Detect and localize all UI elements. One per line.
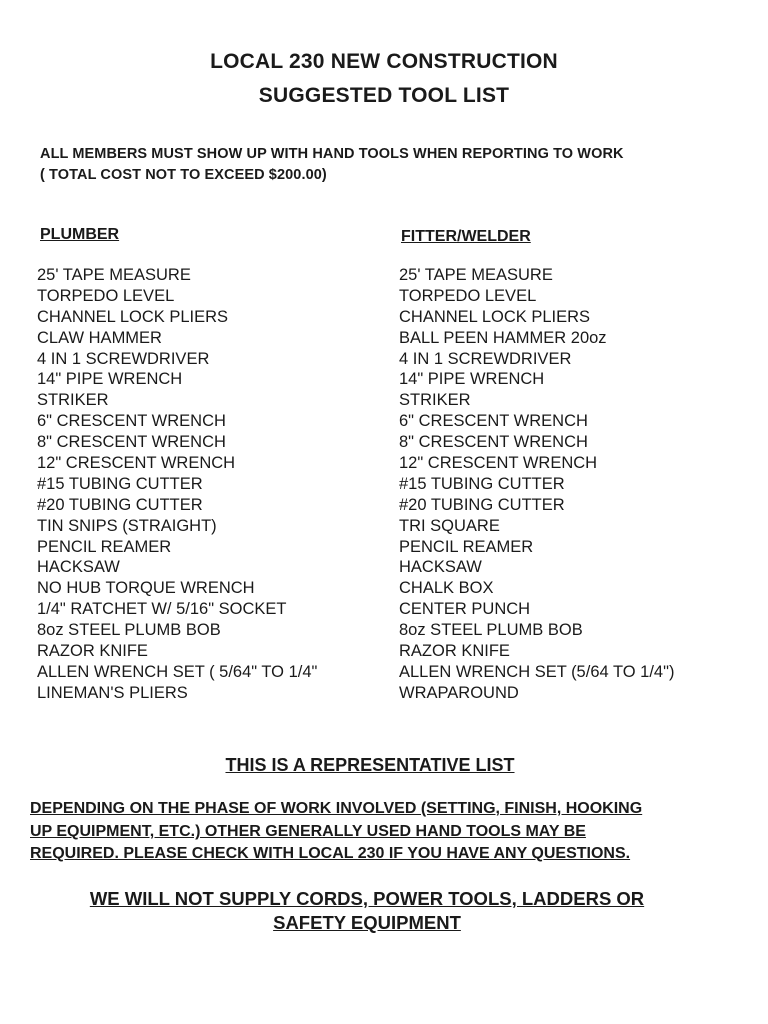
tool-list-item: PENCIL REAMER (37, 537, 172, 556)
tool-list-item: CENTER PUNCH (399, 600, 531, 619)
tool-list-item: #15 TUBING CUTTER (37, 474, 203, 493)
tool-list-item: 4 IN 1 SCREWDRIVER (399, 349, 572, 368)
tool-list-item: ALLEN WRENCH SET (5/64 TO 1/4") (399, 662, 675, 681)
page-title-line2: SUGGESTED TOOL LIST (258, 84, 510, 107)
notice-line1: ALL MEMBERS MUST SHOW UP WITH HAND TOOLS WHEN REPORTING TO WORK (40, 146, 624, 162)
tool-list-item: 8" CRESCENT WRENCH (399, 433, 588, 452)
tool-list-item: TORPEDO LEVEL (399, 286, 537, 305)
tool-list-item: WRAPAROUND (399, 683, 519, 702)
tool-list-item: 12" CRESCENT WRENCH (399, 454, 598, 473)
tool-list-item: 25' TAPE MEASURE (399, 266, 553, 284)
no-supply-line2: SAFETY EQUIPMENT (273, 912, 461, 933)
no-supply-line1: WE WILL NOT SUPPLY CORDS, POWER TOOLS, LADDERS OR (89, 888, 645, 909)
tool-list-item: CHANNEL LOCK PLIERS (399, 307, 591, 326)
phase-note-line1: DEPENDING ON THE PHASE OF WORK INVOLVED (SETTING, FINISH, HOOKING (30, 800, 643, 817)
tool-list-item: RAZOR KNIFE (399, 642, 510, 661)
tool-list-item: TORPEDO LEVEL (37, 286, 175, 305)
tool-list-item: #15 TUBING CUTTER (399, 474, 565, 493)
tool-list-item: CLAW HAMMER (37, 328, 162, 347)
tool-list-item: CHANNEL LOCK PLIERS (37, 307, 229, 326)
phase-note-line3: REQUIRED. PLEASE CHECK WITH LOCAL 230 IF YOU HAVE ANY QUESTIONS. (30, 845, 631, 862)
tool-list-item: #20 TUBING CUTTER (37, 495, 203, 514)
tool-list-item: 12" CRESCENT WRENCH (37, 454, 236, 473)
tool-list-item: 8oz STEEL PLUMB BOB (37, 621, 221, 640)
tool-list-item: TRI SQUARE (399, 516, 500, 535)
tool-list-item: STRIKER (37, 391, 109, 410)
fitter-welder-tool-list (399, 265, 674, 704)
tool-list-item: 25' TAPE MEASURE (37, 266, 191, 284)
tool-list-item: RAZOR KNIFE (37, 642, 148, 661)
tool-list-item: PENCIL REAMER (399, 537, 534, 556)
tool-list-item: 6" CRESCENT WRENCH (37, 412, 226, 431)
tool-list-item: 14" PIPE WRENCH (399, 370, 545, 389)
fitter-welder-heading: FITTER/WELDER (401, 228, 531, 245)
plumber-heading: PLUMBER (40, 226, 120, 243)
tool-list-item: TIN SNIPS (STRAIGHT) (37, 516, 217, 535)
tool-list-item: CHALK BOX (399, 579, 494, 598)
tool-list-item: #20 TUBING CUTTER (399, 495, 565, 514)
tool-list-item: 8oz STEEL PLUMB BOB (399, 621, 583, 640)
tool-list-item: 8" CRESCENT WRENCH (37, 433, 226, 452)
plumber-tool-list (37, 265, 317, 704)
tool-list-item: HACKSAW (399, 558, 482, 577)
tool-list-item: 4 IN 1 SCREWDRIVER (37, 349, 210, 368)
phase-note-line2: UP EQUIPMENT, ETC.) OTHER GENERALLY USED HAND TOOLS MAY BE (30, 823, 586, 840)
tool-list-item: BALL PEEN HAMMER 20oz (399, 328, 607, 347)
tool-list-item: 14" PIPE WRENCH (37, 370, 183, 389)
tool-list-item: 1/4" RATCHET W/ 5/16" SOCKET (37, 600, 287, 619)
tool-list-item: 6" CRESCENT WRENCH (399, 412, 588, 431)
tool-list-item: NO HUB TORQUE WRENCH (37, 579, 255, 598)
tool-list-item: HACKSAW (37, 558, 120, 577)
tool-list-item: ALLEN WRENCH SET ( 5/64" TO 1/4" (37, 662, 318, 681)
representative-list-heading: THIS IS A REPRESENTATIVE LIST (225, 755, 515, 775)
tool-list-item: LINEMAN'S PLIERS (37, 683, 188, 702)
notice-line2: ( TOTAL COST NOT TO EXCEED $200.00) (40, 167, 327, 183)
tool-list-item: STRIKER (399, 391, 471, 410)
page-title-line1: LOCAL 230 NEW CONSTRUCTION (210, 50, 558, 73)
